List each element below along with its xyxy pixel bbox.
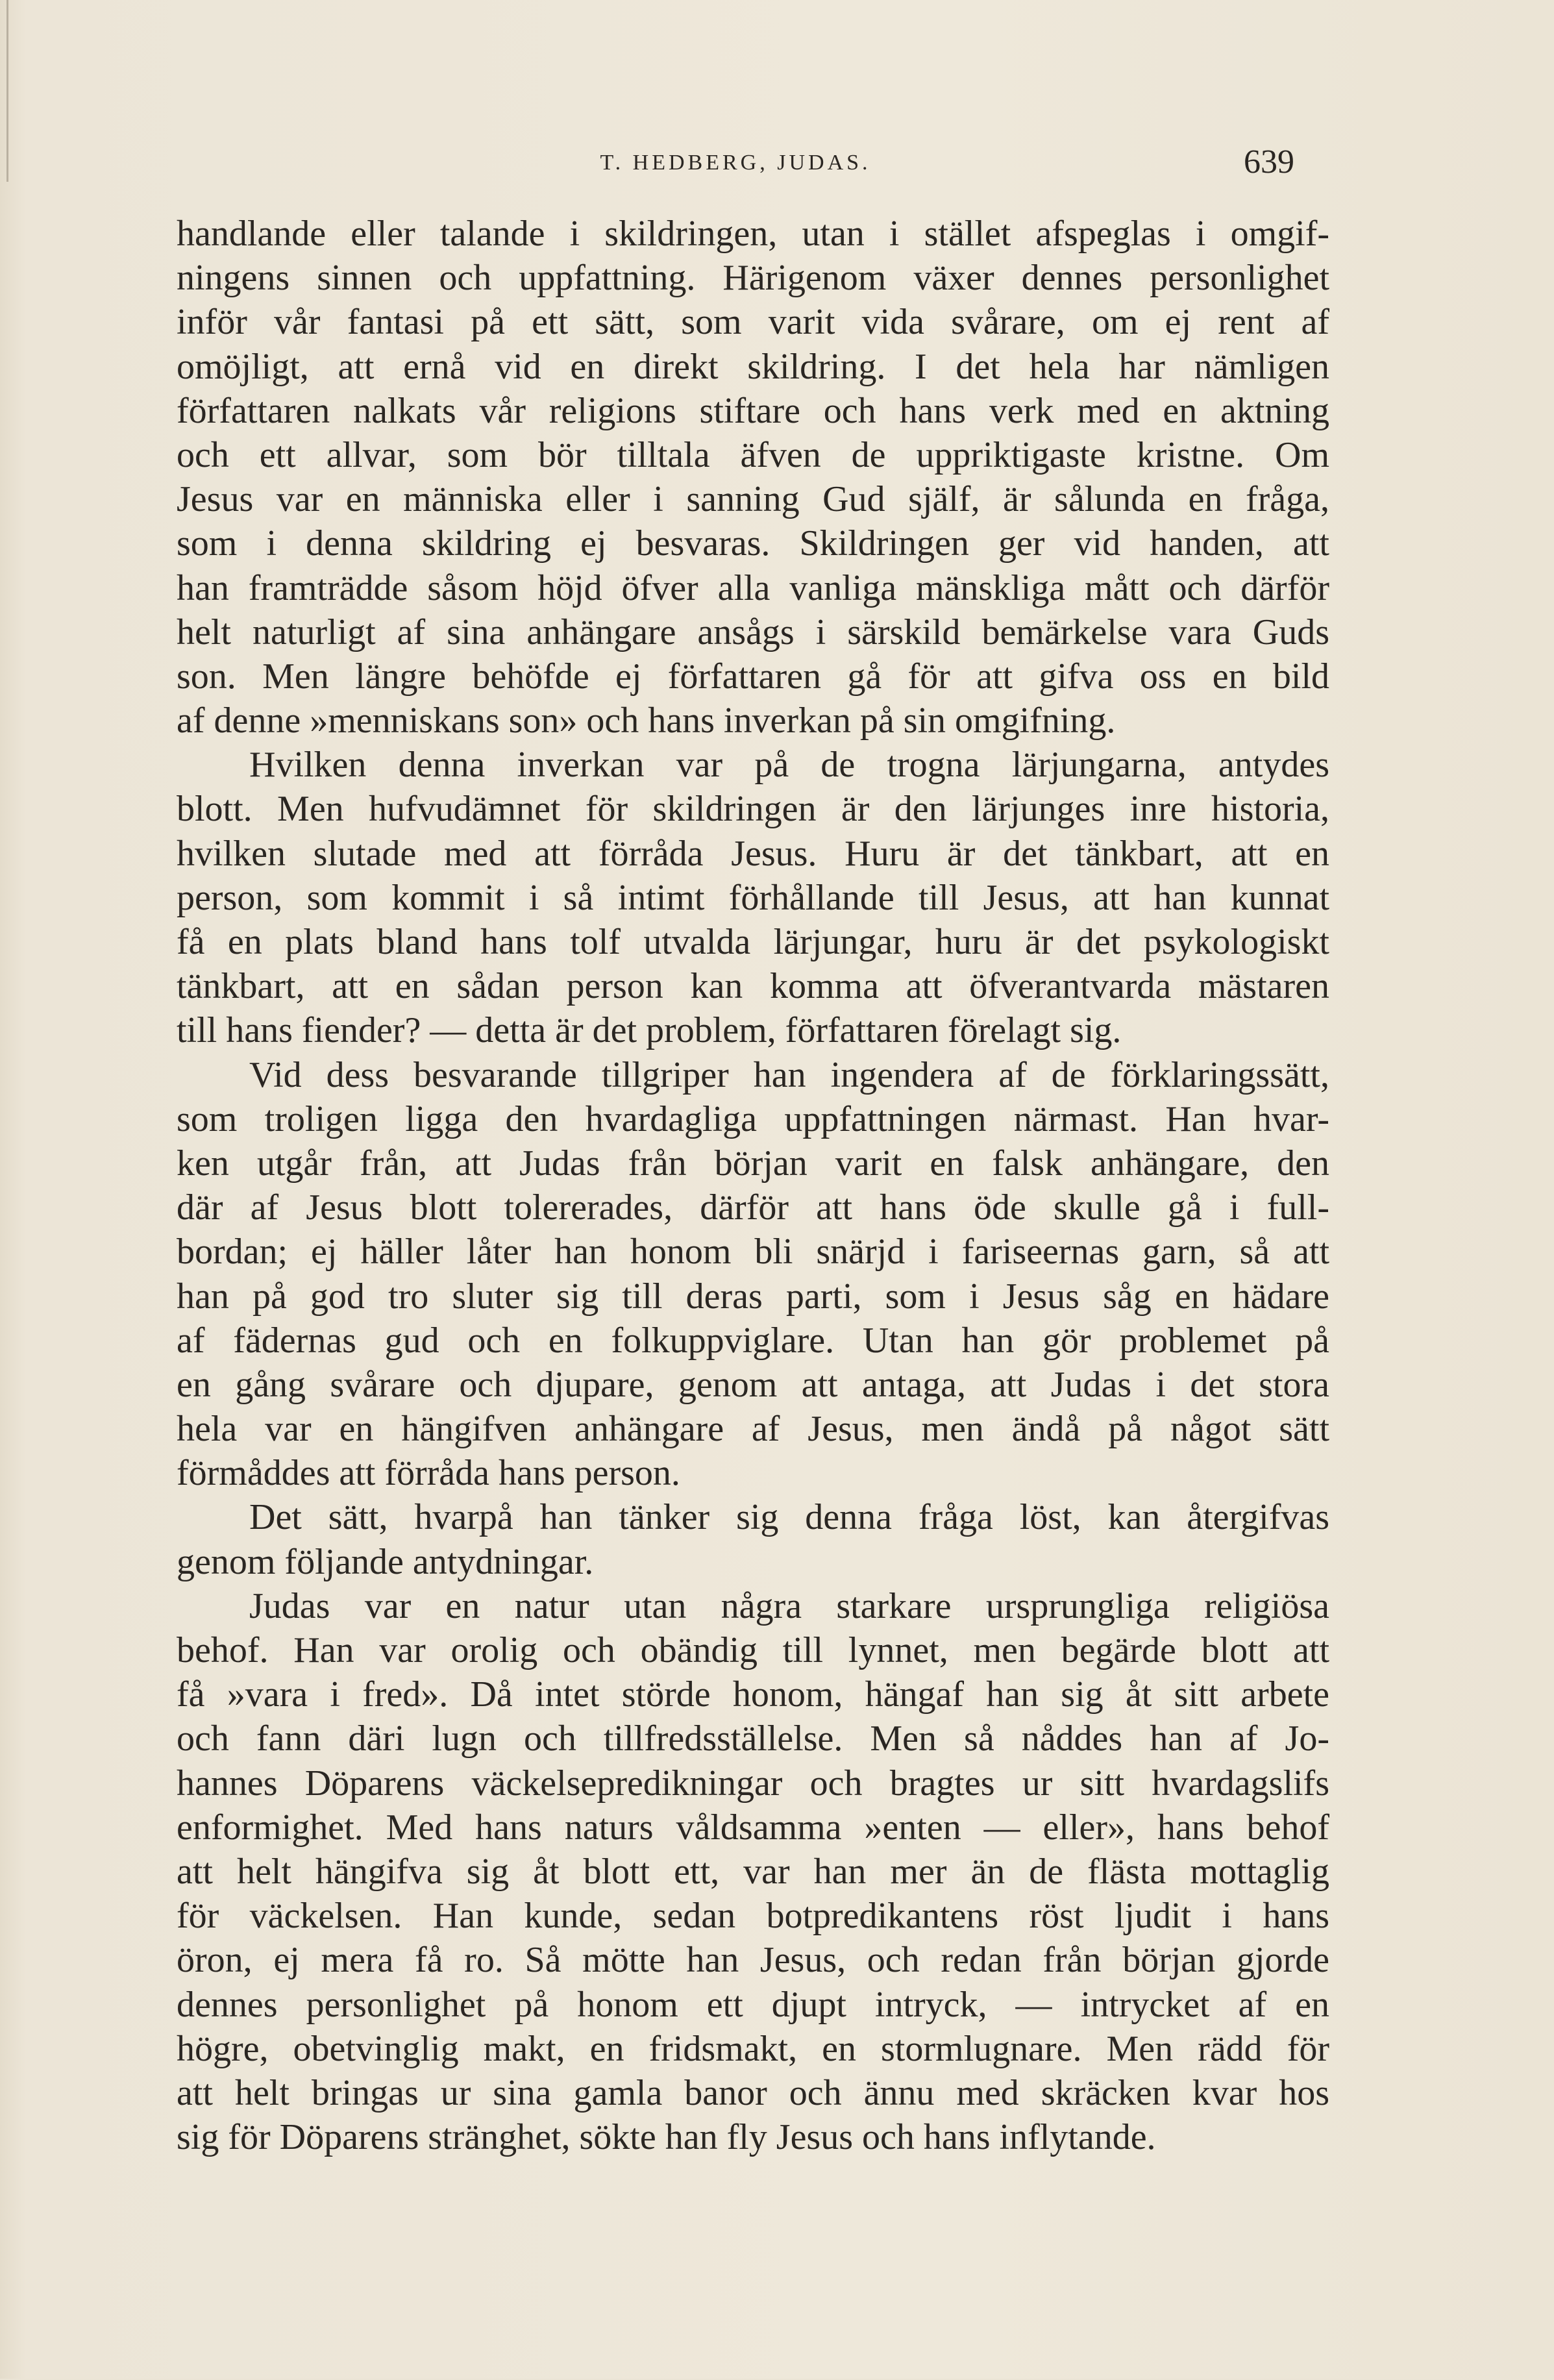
text-line: hannes Döparens väckelsepredikningar och bragtes ur sitt hvardagslifs <box>177 1763 1329 1804</box>
text-line: af fädernas gud och en folkuppviglare. Utan han gör problemet på <box>177 1320 1329 1361</box>
text-line: Jesus var en människa eller i sanning Gud själf, är sålunda en fråga, <box>177 479 1329 520</box>
text-line: att helt hängifva sig åt blott ett, var han mer än de flästa mottaglig <box>177 1851 1329 1892</box>
text-line: ken utgår från, att Judas från början varit en falsk anhängare, den <box>177 1143 1329 1184</box>
text-line: dennes personlighet på honom ett djupt intryck, — intrycket af en <box>177 1984 1329 2025</box>
paragraph <box>177 1053 1329 1496</box>
text-line: ningens sinnen och uppfattning. Härigenom växer dennes personlighet <box>177 258 1329 299</box>
paragraph <box>177 212 1329 743</box>
text-line: af denne »menniskans son» och hans inverkan på sin omgifning. <box>177 700 1116 741</box>
text-line: hvilken slutade med att förråda Jesus. Huru är det tänkbart, att en <box>177 833 1329 874</box>
text-line: son. Men längre behöfde ej författaren gå för att gifva oss en bild <box>177 656 1329 697</box>
text-line: enformighet. Med hans naturs våldsamma »enten — eller», hans behof <box>177 1807 1329 1848</box>
text-line: som troligen ligga den hvardagliga uppfattningen närmast. Han hvar- <box>177 1098 1329 1139</box>
text-line: öron, ej mera få ro. Så mötte han Jesus, och redan från början gjorde <box>177 1940 1329 1981</box>
text-line: som i denna skildring ej besvaras. Skildringen ger vid handen, att <box>177 523 1329 564</box>
text-line: sig för Döparens stränghet, sökte han fly Jesus och hans inflytande. <box>177 2117 1156 2158</box>
text-line: högre, obetvinglig makt, en fridsmakt, en stormlugnare. Men rädd för <box>177 2028 1329 2069</box>
text-line: för väckelsen. Han kunde, sedan botpredikantens röst ljudit i hans <box>177 1896 1329 1937</box>
text-line: hela var en hängifven anhängare af Jesus, men ändå på något sätt <box>177 1409 1329 1450</box>
text-line: inför vår fantasi på ett sätt, som varit vida svårare, om ej rent af <box>177 302 1329 343</box>
text-line: där af Jesus blott tolererades, därför att hans öde skulle gå i full- <box>177 1187 1329 1228</box>
text-line: omöjligt, att ernå vid en direkt skildring. I det hela har nämligen <box>177 346 1329 387</box>
text-line: blott. Men hufvudämnet för skildringen är den lärjunges inre historia, <box>177 789 1329 830</box>
running-head: T. HEDBERG, JUDAS. <box>600 151 871 175</box>
paragraph <box>177 743 1329 1052</box>
body-text <box>177 212 1329 2380</box>
text-line: Det sätt, hvarpå han tänker sig denna fråga löst, kan återgifvas <box>249 1497 1329 1538</box>
text-line: och fann däri lugn och tillfredsställelse. Men så nåddes han af Jo- <box>177 1718 1329 1759</box>
text-line: genom följande antydningar. <box>177 1541 594 1582</box>
paragraph <box>177 1584 1329 2159</box>
text-line: att helt bringas ur sina gamla banor och ännu med skräcken kvar hos <box>177 2072 1329 2113</box>
text-line: få »vara i fred». Då intet störde honom, hängaf han sig åt sitt arbete <box>177 1674 1329 1715</box>
text-line: bordan; ej häller låter han honom bli snärjd i fariseernas garn, så att <box>177 1232 1329 1272</box>
text-line: han framträdde såsom höjd öfver alla vanliga mänskliga mått och därför <box>177 567 1329 608</box>
text-line: behof. Han var orolig och obändig till lynnet, men begärde blott att <box>177 1630 1329 1670</box>
text-line: person, som kommit i så intimt förhållande till Jesus, att han kunnat <box>177 877 1329 918</box>
text-line: få en plats bland hans tolf utvalda lärjungar, huru är det psykologiskt <box>177 922 1329 962</box>
text-line: förmåddes att förråda hans person. <box>177 1453 680 1494</box>
text-line: en gång svårare och djupare, genom att antaga, att Judas i det stora <box>177 1364 1329 1405</box>
page-number: 639 <box>1244 143 1294 180</box>
text-line: författaren nalkats vår religions stiftare och hans verk med en aktning <box>177 390 1329 431</box>
text-line: och ett allvar, som bör tilltala äfven de uppriktigaste kristne. Om <box>177 434 1329 475</box>
paragraph <box>177 1495 1329 1583</box>
text-line: han på god tro sluter sig till deras parti, som i Jesus såg en hädare <box>177 1276 1329 1317</box>
page-edge-shadow <box>6 0 8 182</box>
text-line: Vid dess besvarande tillgriper han ingendera af de förklaringssätt, <box>249 1054 1329 1095</box>
text-line: helt naturligt af sina anhängare ansågs i särskild bemärkelse vara Guds <box>177 612 1329 652</box>
text-line: handlande eller talande i skildringen, utan i stället afspeglas i omgif- <box>177 214 1329 254</box>
text-line: Judas var en natur utan några starkare ursprungliga religiösa <box>249 1585 1329 1626</box>
text-line: Hvilken denna inverkan var på de trogna lärjungarna, antydes <box>249 745 1329 786</box>
text-line: tänkbart, att en sådan person kan komma att öfverantvarda mästaren <box>177 966 1329 1007</box>
page-header <box>177 143 1294 188</box>
text-line: till hans fiender? — detta är det problem, författaren förelagt sig. <box>177 1010 1122 1051</box>
